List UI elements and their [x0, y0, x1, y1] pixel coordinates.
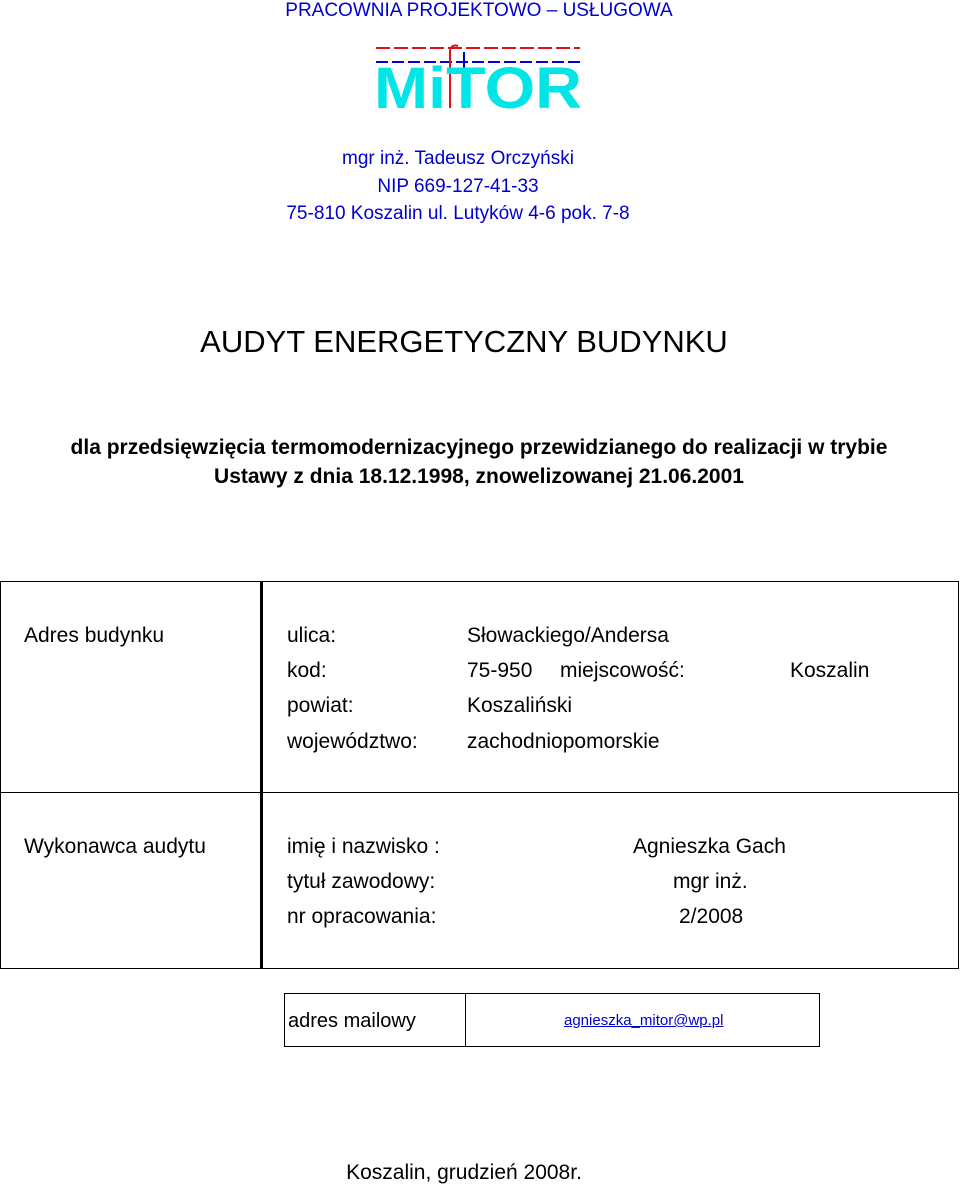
province-label: województwo:	[287, 730, 418, 753]
info-table-column-divider	[260, 581, 263, 969]
document-title: AUDYT ENERGETYCZNY BUDYNKU	[200, 324, 728, 359]
contact-person: mgr inż. Tadeusz Orczyński	[342, 148, 574, 169]
logo-text: MiTOR	[374, 56, 582, 112]
city-value: Koszalin	[790, 659, 870, 682]
subtitle-line-2: Ustawy z dnia 18.12.1998, znowelizowanej 21.06.2001	[214, 465, 744, 488]
city-label: miejscowość:	[560, 659, 685, 682]
province-value: zachodniopomorskie	[467, 730, 660, 753]
company-logo	[372, 42, 584, 112]
contact-address: 75-810 Koszalin ul. Lutyków 4-6 pok. 7-8	[286, 203, 630, 224]
auditor-title-value: mgr inż.	[673, 870, 748, 893]
code-value: 75-950	[467, 659, 533, 682]
report-number-label: nr opracowania:	[287, 905, 437, 928]
county-value: Koszaliński	[467, 694, 573, 717]
auditor-heading: Wykonawca audytu	[24, 835, 206, 858]
place-date: Koszalin, grudzień 2008r.	[346, 1161, 582, 1184]
contact-nip: NIP 669-127-41-33	[377, 176, 539, 197]
info-table-row-divider	[0, 792, 958, 793]
auditor-name-value: Agnieszka Gach	[633, 835, 786, 858]
email-table-divider	[465, 993, 466, 1046]
building-heading: Adres budynku	[24, 624, 165, 647]
county-label: powiat:	[287, 694, 354, 717]
email-link[interactable]: agnieszka_mitor@wp.pl	[564, 1012, 724, 1029]
firm-name: PRACOWNIA PROJEKTOWO – USŁUGOWA	[285, 0, 673, 21]
report-number-value: 2/2008	[679, 905, 744, 928]
auditor-name-label: imię i nazwisko :	[287, 835, 440, 858]
street-label: ulica:	[287, 624, 337, 647]
code-label: kod:	[287, 659, 327, 682]
subtitle-line-1: dla przedsięwzięcia termomodernizacyjnego przewidzianego do realizacji w trybie	[70, 436, 888, 459]
email-label: adres mailowy	[288, 1010, 416, 1032]
street-value: Słowackiego/Andersa	[467, 624, 669, 647]
auditor-title-label: tytuł zawodowy:	[287, 870, 436, 893]
